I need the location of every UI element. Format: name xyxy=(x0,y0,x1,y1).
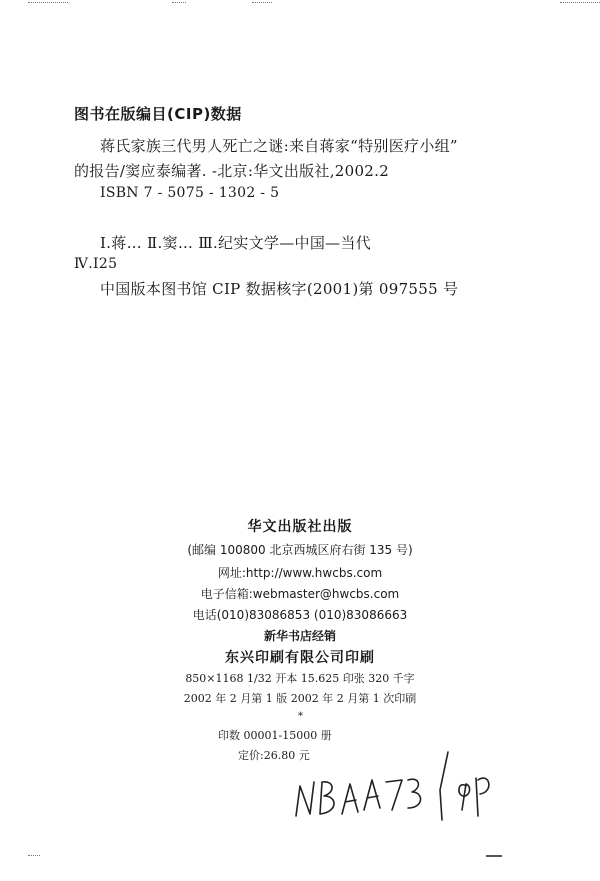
publisher-website: 网址:http://www.hwcbs.com xyxy=(217,566,383,580)
scan-artifact xyxy=(560,2,600,4)
price: 定价:26.80 元 xyxy=(238,749,310,762)
cip-classification: Ⅳ.I25 xyxy=(74,256,118,272)
scan-artifact xyxy=(28,2,68,4)
print-count: 印数 00001-15000 册 xyxy=(218,729,332,742)
book-spec: 850×1168 1/32 开本 15.625 印张 320 千字 xyxy=(185,672,415,685)
cip-author-line: 的报告/窦应泰编著. -北京:华文出版社,2002.2 xyxy=(74,162,390,180)
publisher-address: (邮编 100800 北京西城区府右街 135 号) xyxy=(187,543,413,557)
distributor: 新华书店经销 xyxy=(263,629,336,643)
handwritten-annotation xyxy=(290,730,510,840)
separator-star: * xyxy=(298,711,303,722)
scan-artifact xyxy=(28,855,40,857)
cip-record-number: 中国版本图书馆 CIP 数据核字(2001)第 097555 号 xyxy=(100,280,459,298)
scan-artifact xyxy=(252,2,272,4)
printer: 东兴印刷有限公司印刷 xyxy=(225,650,375,666)
cip-title: 图书在版编目(CIP)数据 xyxy=(74,105,242,123)
edition-info: 2002 年 2 月第 1 版 2002 年 2 月第 1 次印刷 xyxy=(183,692,417,705)
publisher-phone: 电话(010)83086853 (010)83086663 xyxy=(192,608,408,622)
publisher-email: 电子信箱:webmaster@hwcbs.com xyxy=(200,587,400,601)
scan-artifact xyxy=(172,2,186,4)
cip-isbn: ISBN 7 - 5075 - 1302 - 5 xyxy=(100,185,280,201)
scan-artifact xyxy=(486,855,502,857)
publisher-name: 华文出版社出版 xyxy=(247,519,353,535)
cip-subject-line: Ⅰ.蒋… Ⅱ.窦… Ⅲ.纪实文学—中国—当代 xyxy=(100,234,372,252)
cip-book-title-line: 蒋氏家族三代男人死亡之谜:来自蒋家“特别医疗小组” xyxy=(100,137,458,155)
